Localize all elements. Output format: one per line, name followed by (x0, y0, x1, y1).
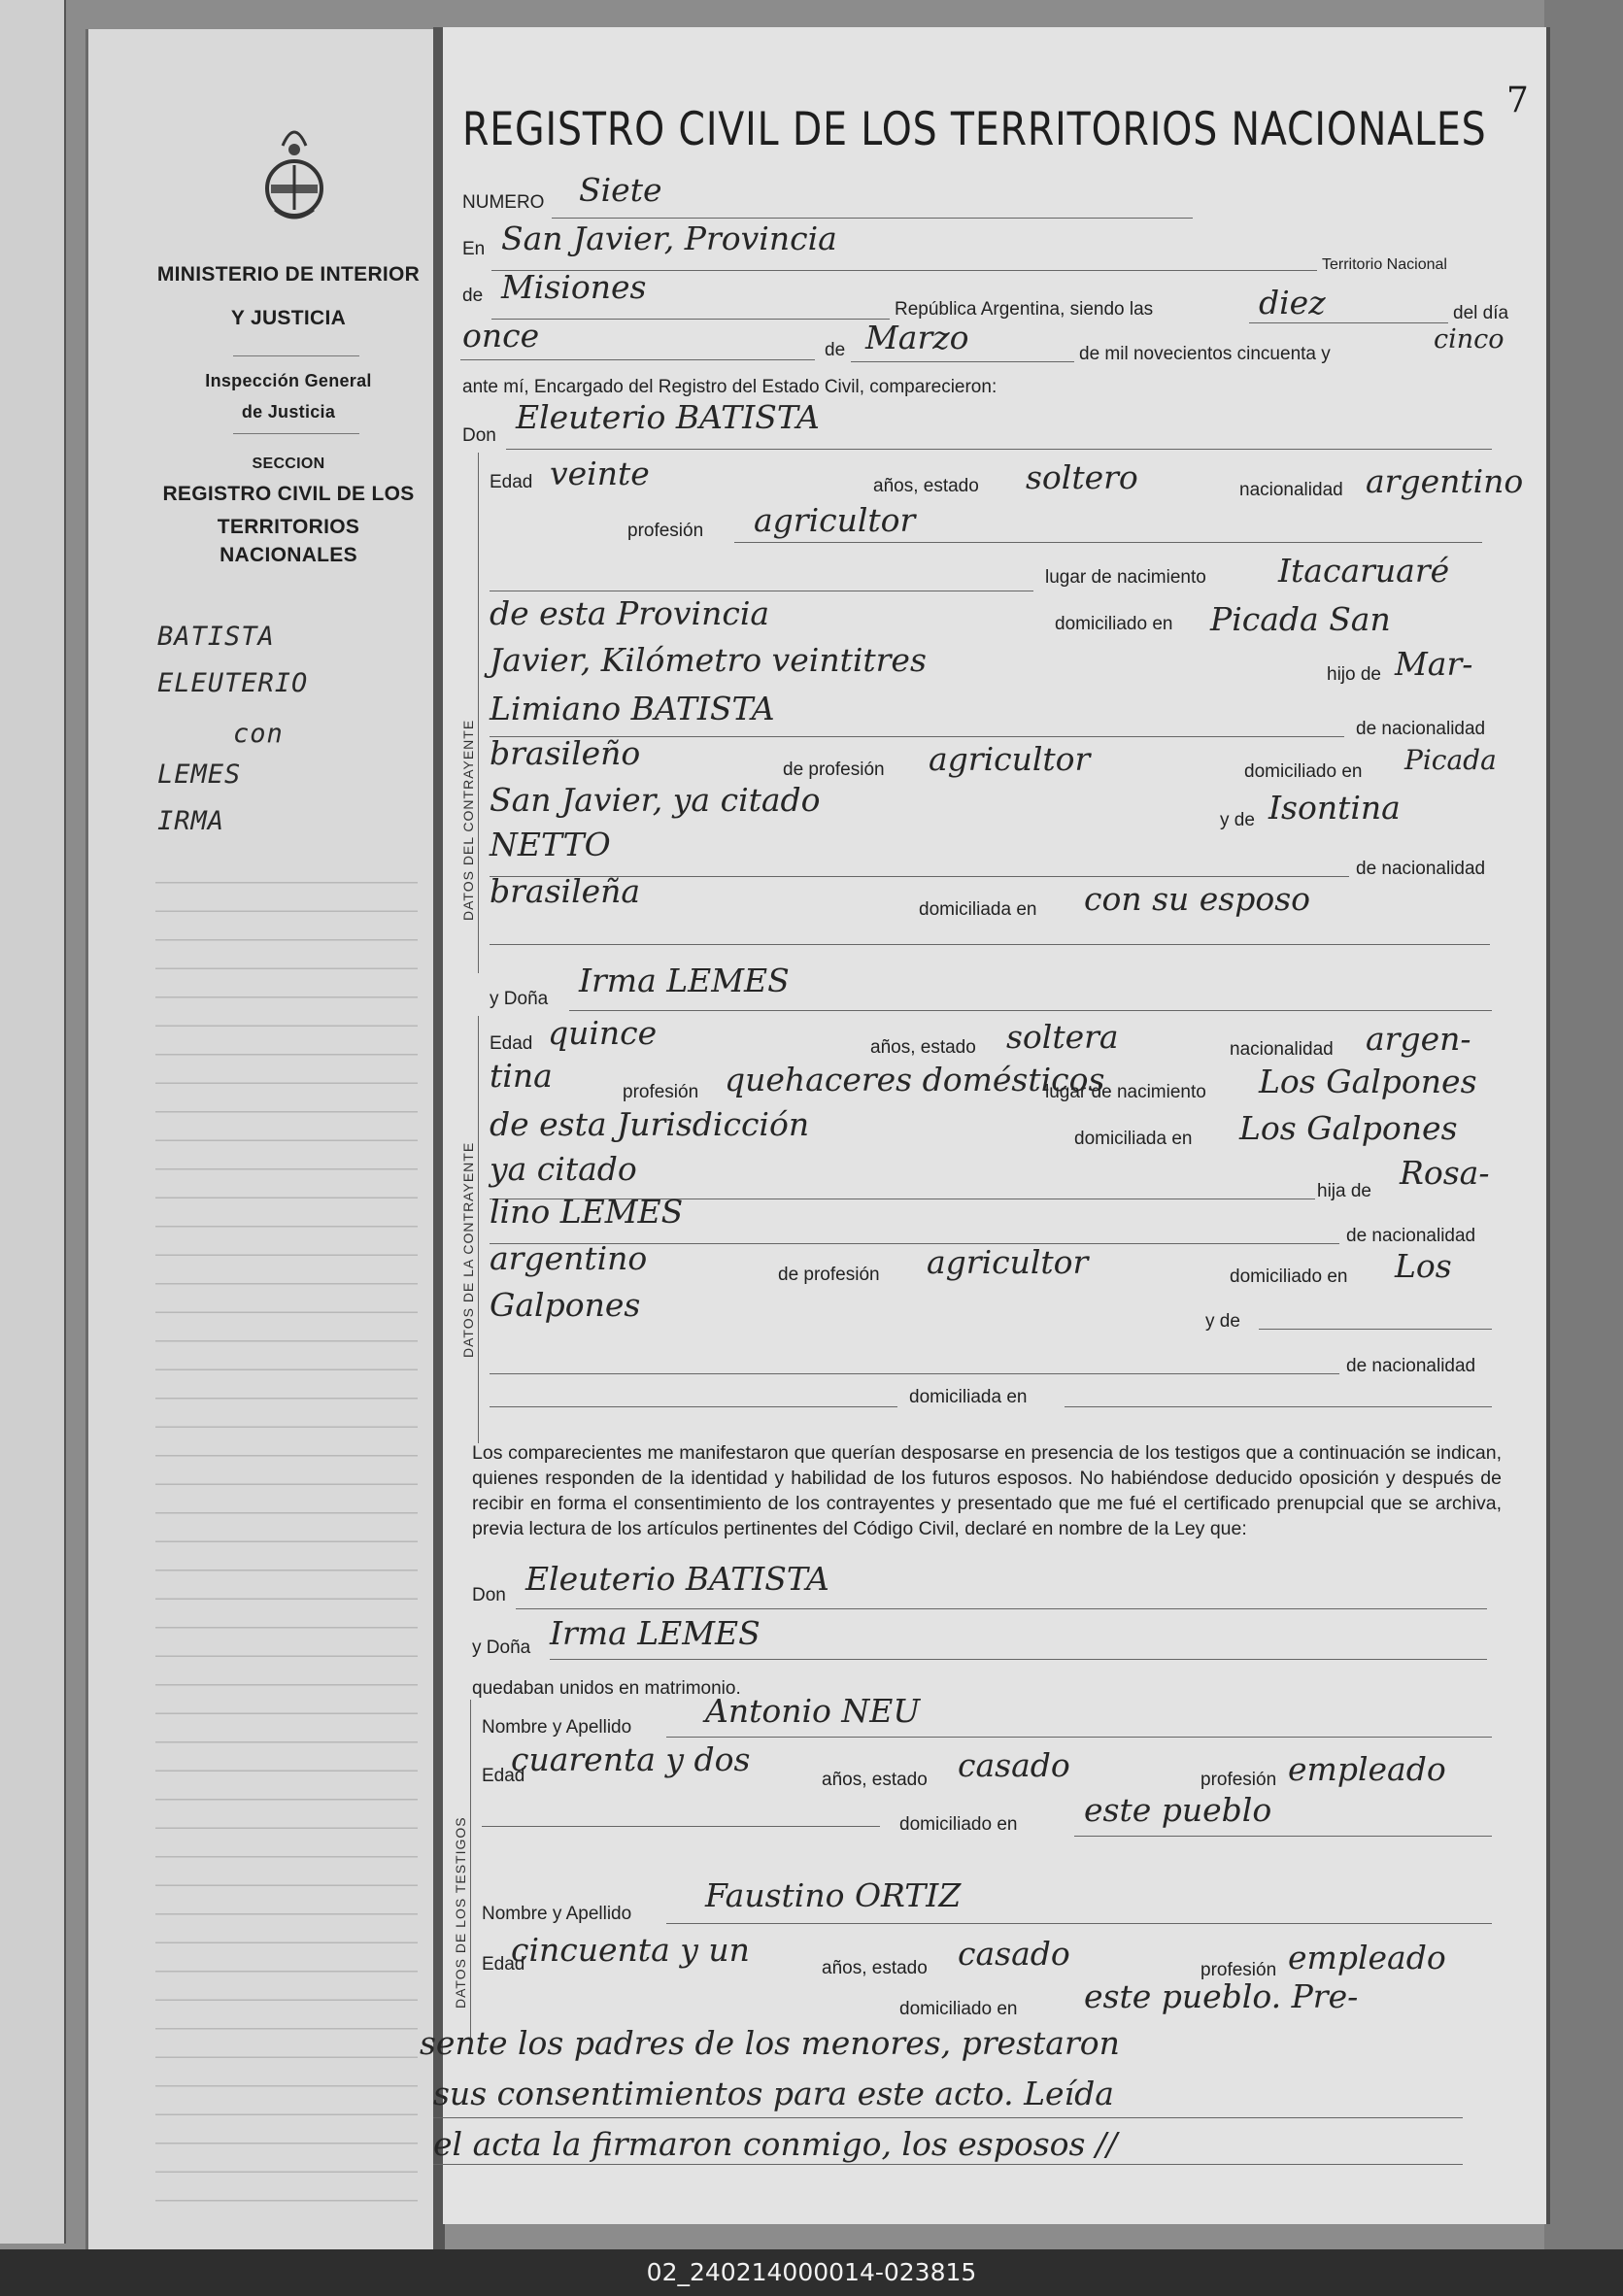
value-estado-f: soltera (1006, 1018, 1119, 1056)
label-domiciliada-en: domiciliada en (919, 899, 1037, 920)
value-t2-nombre: Faustino ORTIZ (705, 1876, 962, 1914)
value-lugar-f-2: de esta Jurisdicción (490, 1105, 810, 1143)
label-edad-f: Edad (490, 1033, 533, 1054)
value-padre-2: Limiano BATISTA (490, 690, 775, 727)
label-domicilio-t2: domiciliado en (899, 1999, 1018, 2019)
label-quedaban: quedaban unidos en matrimonio. (472, 1678, 741, 1699)
declaration-paragraph: Los comparecientes me manifestaron que querían desposarse en presencia de los testigos que a continuación se indican, quienes responden de la identidad y habilidad de los futuros esposos. No habiéndose deducido oposición y después de recibir en forma el consentimiento de los contrayentes y presentado que me fué el certificado prenupcial que se archiva, previa lectura de los artículos pertinentes del Código Civil, declaré en nombre de la Ley que: (472, 1442, 1502, 1539)
label-ante-mi: ante mí, Encargado del Registro del Estado Civil, comparecieron: (462, 377, 997, 397)
label-de-nacionalidad-2: de nacionalidad (1356, 859, 1486, 879)
label-profesion-t1: profesión (1200, 1770, 1277, 1790)
form-line (1259, 1329, 1492, 1330)
form-line (666, 1923, 1492, 1924)
divider (233, 433, 359, 434)
label-nombre-apellido-1: Nombre y Apellido (482, 1717, 632, 1738)
label-don-2: Don (472, 1585, 506, 1605)
ministry-line-1: MINISTERIO DE INTERIOR (156, 263, 421, 286)
value-dom-f: Los Galpones (1239, 1109, 1458, 1147)
section-bracket (478, 453, 479, 973)
value-padre-f-nac: argentino (490, 1239, 648, 1277)
value-t1-prof: empleado (1288, 1750, 1446, 1788)
page-title: REGISTRO CIVIL DE LOS TERRITORIOS NACIONALES (462, 103, 1487, 156)
label-anios-estado: años, estado (873, 476, 979, 496)
label-domiciliada-en-f2: domiciliada en (909, 1387, 1028, 1407)
margin-note-line: LEMES (157, 760, 242, 790)
margin-note-line: ELEUTERIO (157, 668, 309, 698)
argentina-seal-icon (261, 117, 327, 221)
value-t2-dom: este pueblo. Pre- (1084, 1977, 1359, 2015)
value-t1-nombre: Antonio NEU (705, 1692, 921, 1730)
label-domiciliado-en-2: domiciliado en (1244, 761, 1363, 782)
closing-line-1: sente los padres de los menores, prestaron (420, 2024, 1120, 2062)
label-datos-la-contrayente: DATOS DE LA CONTRAYENTE (460, 1141, 476, 1358)
form-line (1074, 1836, 1492, 1837)
label-del-dia: del día (1453, 303, 1509, 323)
section-name-1: REGISTRO CIVIL DE LOS (162, 483, 415, 505)
label-profesion: profesión (627, 521, 704, 541)
section-label: SECCION (252, 456, 325, 472)
label-lugar-nac: lugar de nacimiento (1045, 567, 1206, 588)
label-territorio: Territorio Nacional (1322, 256, 1447, 273)
register-page (420, 27, 1550, 2224)
label-anios-estado-t2: años, estado (822, 1958, 928, 1978)
form-line (433, 2117, 1463, 2118)
section-bracket (470, 1700, 471, 2040)
previous-page-edge (0, 0, 66, 2244)
value-t2-prof: empleado (1288, 1939, 1446, 1976)
label-edad-t2: Edad (482, 1954, 525, 1975)
form-line (490, 1373, 1339, 1374)
label-y-de-f: y de (1205, 1311, 1240, 1332)
label-de-nacionalidad-f2: de nacionalidad (1346, 1356, 1476, 1376)
form-line (851, 361, 1074, 362)
form-line (433, 2164, 1463, 2165)
value-hora: diez (1259, 284, 1326, 321)
label-de: de (462, 286, 484, 306)
value-profesion: agricultor (754, 501, 916, 539)
book-cover-edge (1544, 0, 1623, 2249)
value-de: Misiones (501, 268, 647, 306)
form-line (482, 1826, 880, 1827)
label-domicilio-t1: domiciliado en (899, 1814, 1018, 1835)
value-nacionalidad: argentino (1366, 462, 1524, 500)
value-dona-2: Irma LEMES (550, 1614, 761, 1652)
label-lugar-nac-f: lugar de nacimiento (1045, 1082, 1206, 1102)
form-line (490, 1406, 897, 1407)
label-en: En (462, 239, 486, 259)
label-de-nacionalidad: de nacionalidad (1356, 719, 1486, 739)
label-de-mes: de (825, 340, 846, 360)
label-edad-t1: Edad (482, 1766, 525, 1786)
inspection-line-1: Inspección General (205, 371, 372, 390)
section-name-2: TERRITORIOS NACIONALES (217, 516, 360, 566)
value-nac-f-2: tina (490, 1057, 553, 1095)
label-nacionalidad-f: nacionalidad (1230, 1039, 1334, 1060)
value-de-esta: de esta Provincia (490, 594, 770, 632)
value-padre-1: Mar- (1395, 645, 1473, 683)
value-padre-f-prof: agricultor (927, 1243, 1089, 1281)
value-edad: veinte (550, 455, 650, 492)
value-prof-f: quehaceres domésticos (725, 1061, 1105, 1098)
value-padre-dom-2: San Javier, ya citado (490, 781, 821, 819)
ministry-line-2: Y JUSTICIA (230, 307, 347, 329)
form-line (516, 1608, 1487, 1609)
image-id-footer: 02_240214000014-023815 (0, 2249, 1623, 2296)
value-numero: Siete (579, 171, 662, 209)
value-t2-edad: cincuenta y un (511, 1931, 750, 1969)
form-line (506, 449, 1492, 450)
value-t1-dom: este pueblo (1084, 1791, 1272, 1829)
value-en: San Javier, Provincia (501, 219, 837, 257)
label-profesion-t2: profesión (1200, 1960, 1277, 1980)
value-don-2: Eleuterio BATISTA (525, 1560, 829, 1598)
label-mil: de mil novecientos cincuenta y (1079, 344, 1331, 364)
value-anio: cinco (1434, 324, 1505, 355)
label-hija-de: hija de (1317, 1181, 1371, 1201)
value-edad-f: quince (548, 1014, 658, 1052)
label-anios-estado-f: años, estado (870, 1037, 976, 1058)
label-de-nacionalidad-f: de nacionalidad (1346, 1226, 1476, 1246)
value-dom-f-2: ya citado (490, 1150, 637, 1188)
value-nac-f: argen- (1366, 1020, 1471, 1058)
form-line (1249, 322, 1448, 323)
label-anios-estado-t1: años, estado (822, 1770, 928, 1790)
value-dona: Irma LEMES (579, 962, 790, 999)
value-lugar-f: Los Galpones (1259, 1063, 1477, 1100)
value-estado: soltero (1026, 458, 1138, 496)
value-madre-1: Isontina (1268, 789, 1401, 827)
form-line (734, 542, 1482, 543)
label-nacionalidad: nacionalidad (1239, 480, 1343, 500)
margin-note-line: BATISTA (157, 622, 275, 652)
form-line (552, 218, 1193, 219)
label-numero: NUMERO (462, 192, 545, 213)
label-domiciliado-en-f: domiciliado en (1230, 1266, 1348, 1287)
label-datos-testigos: DATOS DE LOS TESTIGOS (453, 1816, 468, 2009)
value-padre-f-dom-2: Galpones (490, 1286, 641, 1324)
label-domiciliado-en: domiciliado en (1055, 614, 1173, 634)
label-domiciliada-en-f: domiciliada en (1074, 1129, 1193, 1149)
form-line (666, 1737, 1492, 1738)
label-y-dona-2: y Doña (472, 1638, 531, 1658)
form-line (460, 359, 815, 360)
value-padre-dom: Picada (1404, 744, 1497, 776)
divider (233, 355, 359, 356)
value-dia: once (462, 317, 540, 355)
label-de-profesion: de profesión (783, 760, 885, 780)
closing-line-3: el acta la firmaron conmigo, los esposos // (433, 2125, 1118, 2163)
value-madre-2: NETTO (490, 826, 611, 863)
page-number: 7 (1506, 81, 1529, 120)
label-y-dona: y Doña (490, 989, 549, 1009)
value-t1-edad: cuarenta y dos (511, 1740, 751, 1778)
value-t2-estado: casado (958, 1935, 1070, 1973)
form-line (491, 319, 890, 320)
form-line (569, 1010, 1492, 1011)
margin-ruled-lines (155, 855, 418, 2224)
label-nombre-apellido-2: Nombre y Apellido (482, 1904, 632, 1924)
value-padre-f-dom: Los (1395, 1247, 1452, 1285)
label-edad: Edad (490, 472, 533, 492)
label-don: Don (462, 425, 496, 446)
label-datos-contrayente: DATOS DEL CONTRAYENTE (460, 719, 476, 921)
inspection-line-2: de Justicia (241, 402, 336, 422)
label-de-profesion-f: de profesión (778, 1265, 880, 1285)
label-republica: República Argentina, siendo las (895, 299, 1154, 320)
form-line (1065, 1406, 1492, 1407)
value-domicilio: Picada San (1210, 600, 1391, 638)
value-don: Eleuterio BATISTA (516, 398, 820, 436)
value-lugar-nac: Itacaruaré (1278, 552, 1450, 590)
label-y-de: y de (1220, 810, 1255, 830)
value-mes: Marzo (865, 319, 969, 356)
value-padre-prof: agricultor (929, 740, 1091, 778)
value-t1-estado: casado (958, 1746, 1070, 1784)
label-profesion-f: profesión (623, 1082, 699, 1102)
value-domicilio-2: Javier, Kilómetro veintitres (490, 641, 927, 679)
form-line (550, 1659, 1487, 1660)
margin-note-line: IRMA (157, 806, 225, 836)
form-line (490, 944, 1490, 945)
margin-note-line: con (233, 719, 284, 749)
closing-line-2: sus consentimientos para este acto. Leída (433, 2075, 1114, 2112)
section-bracket (478, 1016, 479, 1443)
value-padre-f-1: Rosa- (1400, 1154, 1490, 1192)
value-padre-f-2: lino LEMES (490, 1193, 684, 1231)
value-padre-nac: brasileño (490, 734, 641, 772)
label-hijo-de: hijo de (1327, 664, 1381, 685)
value-madre-nac: brasileña (490, 872, 641, 910)
value-madre-dom: con su esposo (1084, 880, 1311, 918)
